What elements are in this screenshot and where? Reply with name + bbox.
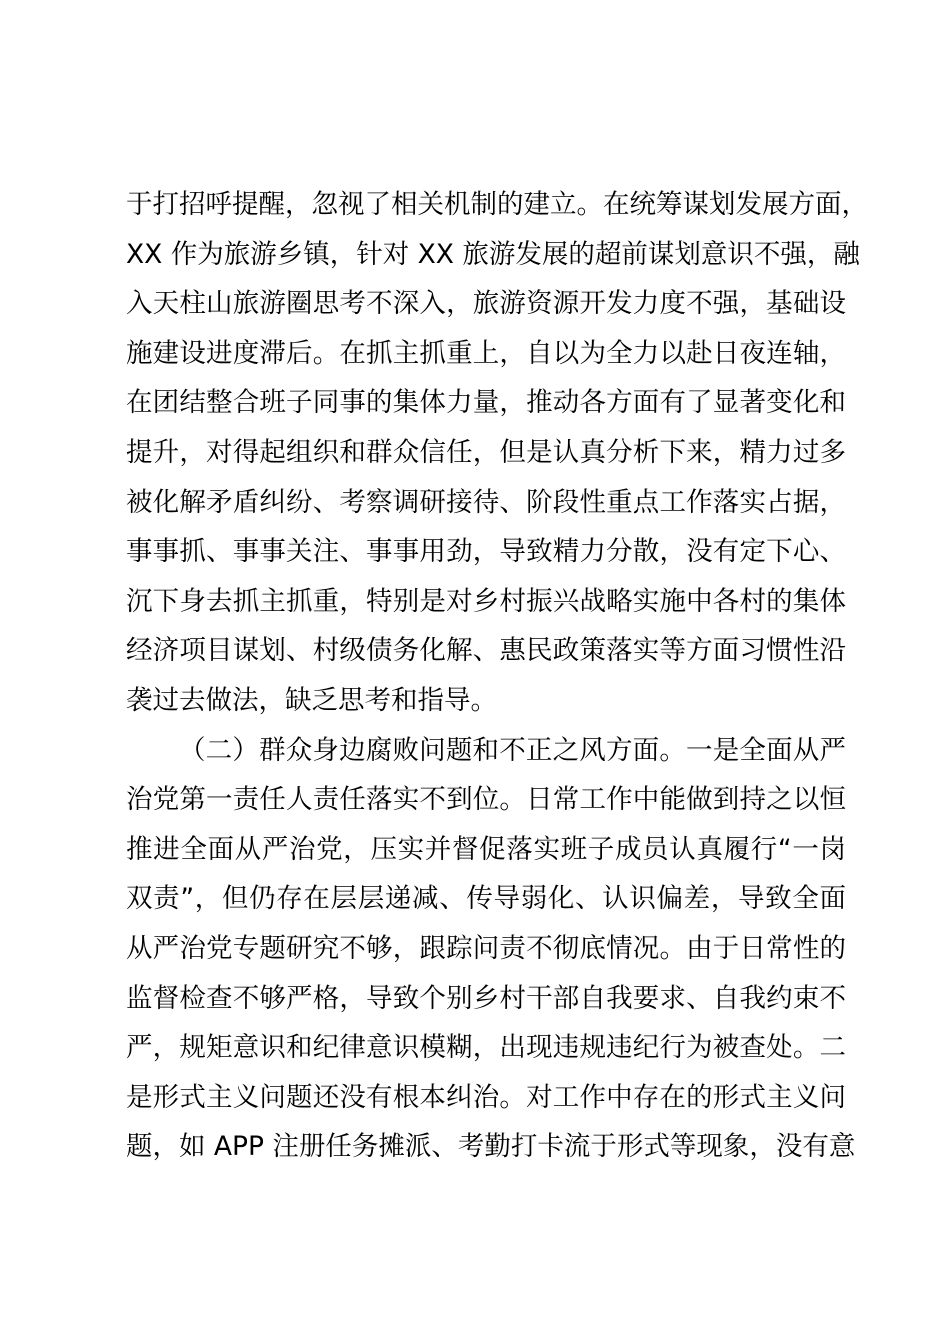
text-line: 施建设进度滞后。在抓主抓重上，自以为全力以赴日夜连轴， bbox=[126, 337, 846, 369]
text-line: 提升，对得起组织和群众信任，但是认真分析下来，精力过多 bbox=[126, 436, 846, 468]
text-line: 入天柱山旅游圈思考不深入，旅游资源开发力度不强，基础设 bbox=[126, 288, 846, 320]
text-line: 被化解矛盾纠纷、考察调研接待、阶段性重点工作落实占据， bbox=[126, 486, 846, 518]
text-line: 双责”，但仍存在层层递减、传导弱化、认识偏差，导致全面 bbox=[126, 883, 846, 915]
text-line: 事事抓、事事关注、事事用劲，导致精力分散，没有定下心、 bbox=[126, 536, 846, 568]
text-line: XX 作为旅游乡镇，针对 XX 旅游发展的超前谋划意识不强，融 bbox=[126, 238, 860, 270]
text-line: 监督检查不够严格，导致个别乡村干部自我要求、自我约束不 bbox=[126, 982, 846, 1014]
text-line: 治党第一责任人责任落实不到位。日常工作中能做到持之以恒 bbox=[126, 784, 846, 816]
text-line: 沉下身去抓主抓重，特别是对乡村振兴战略实施中各村的集体 bbox=[126, 585, 846, 617]
paragraph-end-line: 袭过去做法，缺乏思考和指导。 bbox=[126, 684, 497, 716]
text-line: 推进全面从严治党，压实并督促落实班子成员认真履行“一岗 bbox=[126, 833, 846, 865]
text-line: 在团结整合班子同事的集体力量，推动各方面有了显著变化和 bbox=[126, 387, 846, 419]
text-line: 从严治党专题研究不够，跟踪问责不彻底情况。由于日常性的 bbox=[126, 932, 846, 964]
text-line: 是形式主义问题还没有根本纠治。对工作中存在的形式主义问 bbox=[126, 1081, 846, 1113]
text-line: 经济项目谋划、村级债务化解、惠民政策落实等方面习惯性沿 bbox=[126, 635, 846, 667]
text-line: 题，如 APP 注册任务摊派、考勤打卡流于形式等现象，没有意 bbox=[126, 1131, 856, 1163]
body-text bbox=[126, 180, 868, 1172]
text-line: 严，规矩意识和纪律意识模糊，出现违规违纪行为被查处。二 bbox=[126, 1032, 846, 1064]
section-heading-line: （二）群众身边腐败问题和不正之风方面。一是全面从严 bbox=[179, 734, 846, 766]
text-line: 于打招呼提醒，忽视了相关机制的建立。在统筹谋划发展方面， bbox=[126, 189, 868, 220]
